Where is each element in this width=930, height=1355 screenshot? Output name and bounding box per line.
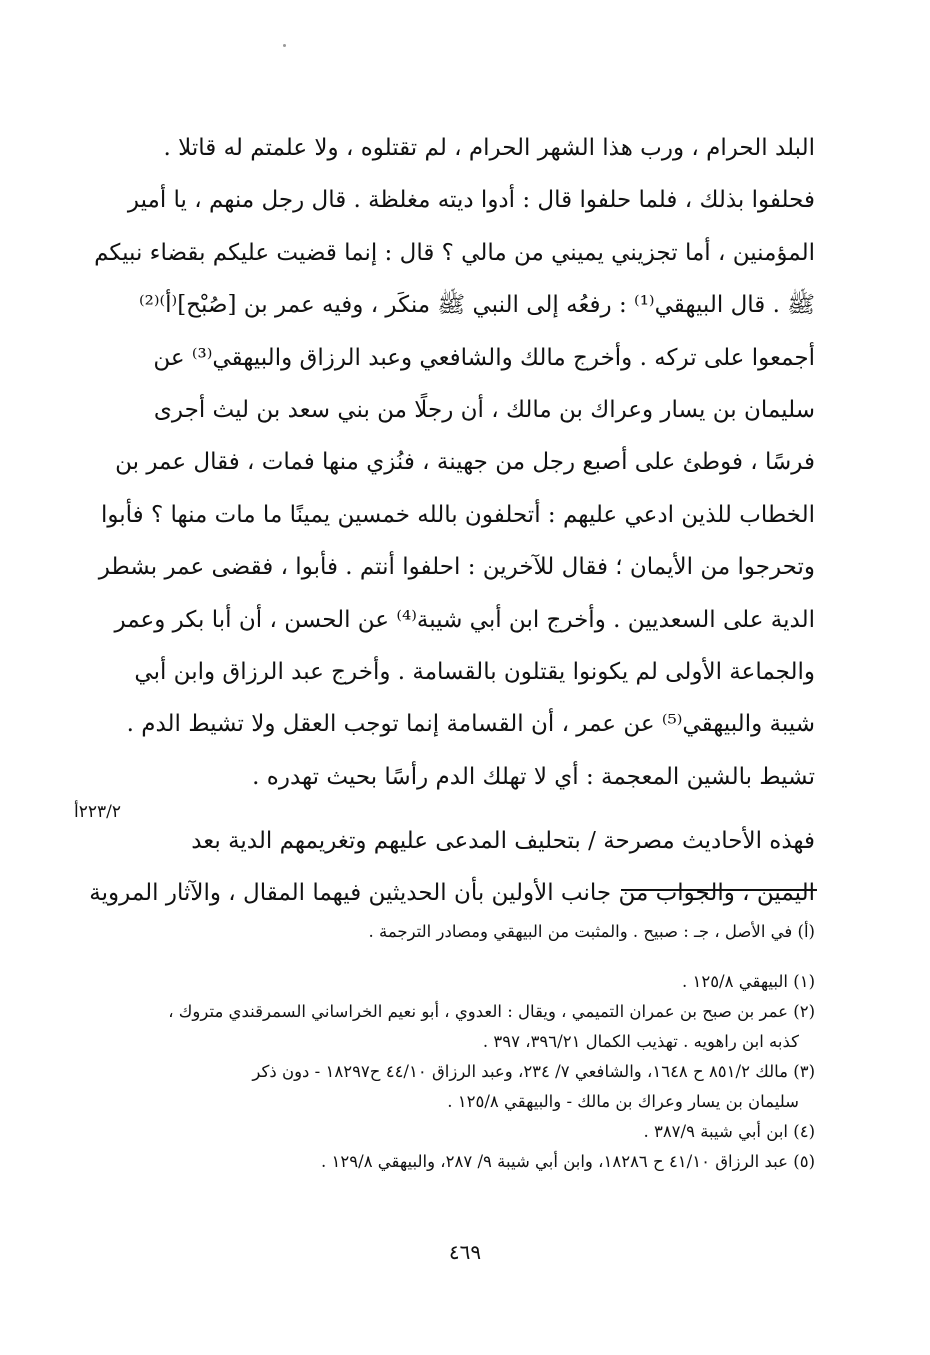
manuscript-folio-note: ٢٢٣/٢أ xyxy=(74,802,121,822)
text-line: فحلفوا بذلك ، فلما حلفوا قال : أدوا ديته مغلظة . قال رجل منهم ، يا أمير xyxy=(127,187,815,214)
text-line: أجمعوا على تركه . وأخرج مالك والشافعي وعبد الرزاق والبيهقي⁽³⁾ عن xyxy=(153,344,815,371)
text-line: شيبة والبيهقي⁽⁵⁾ عن عمر ، أن القسامة إنما توجب العقل ولا تشيط الدم . xyxy=(126,711,815,738)
text-line: تشيط بالشين المعجمة : أي لا تهلك الدم رأسًا بحيث تهدره . xyxy=(252,763,815,790)
text-line: وتحرجوا من الأيمان ؛ فقال للآخرين : احلفوا أنتم . فأبوا ، فقضى عمر بشطر xyxy=(98,554,815,581)
footnote-3: (٣) مالك ٨٥١/٢ ح ١٦٤٨، والشافعي ٧/ ٢٣٤، وعبد الرزاق ٤٤/١٠ ح١٨٢٩٧ - دون ذكر xyxy=(252,1062,815,1081)
text-line: الدية على السعديين . وأخرج ابن أبي شيبة⁽⁴⁾ عن الحسن ، أن أبا بكر وعمر xyxy=(114,606,815,633)
footnote-3-continuation: سليمان بن يسار وعراك بن مالك - والبيهقي ١٢٥/٨ . xyxy=(447,1092,799,1111)
page-number: ٤٦٩ xyxy=(448,1240,482,1264)
text-line: ﷺ . قال البيهقي⁽¹⁾ : رفعُه إلى النبي ﷺ منكَر ، وفيه عمر بن [صُبْح]⁽أ⁾⁽²⁾ xyxy=(138,292,815,319)
text-line: فهذه الأحاديث مصرحة / بتحليف المدعى عليهم وتغريمهم الدية بعد xyxy=(191,828,815,855)
footnote-5: (٥) عبد الرزاق ٤١/١٠ ح ١٨٢٨٦، وابن أبي شيبة ٩/ ٢٨٧، والبيهقي ١٢٩/٨ . xyxy=(321,1152,815,1171)
variant-note: (أ) في الأصل ، جـ : صبيح . والمثبت من البيهقي ومصادر الترجمة . xyxy=(368,922,815,941)
footnote-2-continuation: كذبه ابن راهويه . تهذيب الكمال ٣٩٦/٢١، ٣٩٧ . xyxy=(482,1032,799,1051)
text-line: سليمان بن يسار وعراك بن مالك ، أن رجلًا من بني سعد بن ليث أجرى xyxy=(153,396,815,423)
text-line: المؤمنين ، أما تجزيني يميني من مالي ؟ قال : إنما قضيت عليكم بقضاء نبيكم xyxy=(94,239,815,266)
footnote-4: (٤) ابن أبي شيبة ٣٨٧/٩ . xyxy=(643,1122,815,1141)
text-line: فرسًا ، فوطئ على أصبع رجل من جهينة ، فنُزي منها فمات ، فقال عمر بن xyxy=(115,449,815,476)
footnotes xyxy=(150,917,815,1177)
footnote-2: (٢) عمر بن صبح بن عمران التميمي ، ويقال : العدوي ، أبو نعيم الخراساني السمرقندي متروك ، xyxy=(168,1002,815,1021)
footnote-1: (١) البيهقي ١٢٥/٨ . xyxy=(681,972,815,991)
text-line: الخطاب للذين ادعي عليهم : أتحلفون بالله خمسين يمينًا ما مات منها ؟ فأبوا xyxy=(100,501,815,528)
text-line: والجماعة الأولى لم يكونوا يقتلون بالقسامة . وأخرج عبد الرزاق وابن أبي xyxy=(134,658,815,685)
footnote-divider xyxy=(621,889,817,891)
text-line: البلد الحرام ، ورب هذا الشهر الحرام ، لم تقتلوه ، ولا علمتم له قاتلا . xyxy=(163,135,815,161)
text-line: اليمين ، والجواب من جانب الأولين بأن الحديثين فيهما المقال ، والآثار المروية xyxy=(89,880,815,907)
scan-speck xyxy=(283,44,286,47)
